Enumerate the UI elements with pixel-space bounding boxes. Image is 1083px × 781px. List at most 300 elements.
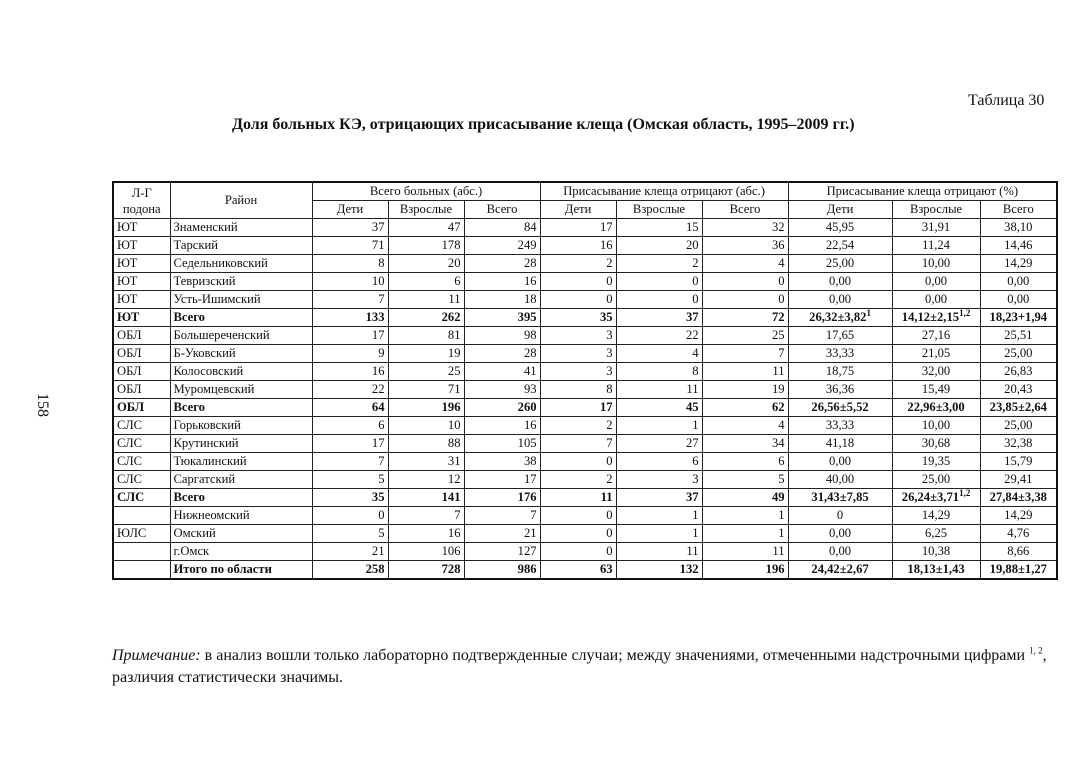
- cell-pct-all-value: 4,76: [1007, 526, 1030, 540]
- table-row: [113, 435, 1057, 453]
- table-row: [113, 273, 1057, 291]
- cell-pct-all: [980, 309, 1057, 327]
- table-row-total: [113, 399, 1057, 417]
- cell-denied-adults: [616, 417, 702, 435]
- cell-pct-children: [788, 345, 892, 363]
- cell-total-children: [312, 381, 388, 399]
- table-row-total: [113, 561, 1057, 580]
- cell-pct-adults-value: 0,00: [925, 292, 948, 306]
- cell-denied-all: [702, 291, 788, 309]
- cell-total-children-value: 22: [371, 382, 385, 396]
- cell-total-adults-value: 10: [447, 418, 461, 432]
- cell-pct-adults-value: 10,00: [921, 418, 951, 432]
- cell-denied-children-value: 0: [606, 274, 613, 288]
- cell-denied-all-value: 5: [778, 472, 785, 486]
- header-zone-line2: подона: [122, 201, 161, 216]
- cell-pct-adults-value: 26,24±3,71: [901, 490, 960, 504]
- cell-denied-children: [540, 417, 616, 435]
- cell-denied-children: [540, 561, 616, 580]
- cell-district: [170, 507, 312, 525]
- cell-total-children-value: 5: [378, 526, 385, 540]
- cell-pct-children-value: 0,00: [829, 292, 852, 306]
- cell-total-adults-value: 16: [447, 526, 461, 540]
- cell-total-all: [464, 363, 540, 381]
- cell-denied-children-value: 63: [599, 562, 613, 576]
- cell-total-all: [464, 471, 540, 489]
- cell-denied-adults: [616, 273, 702, 291]
- cell-denied-children-value: 11: [600, 490, 613, 504]
- cell-zone-value: ЮТ: [117, 238, 138, 252]
- cell-total-adults: [388, 435, 464, 453]
- cell-district-value: Седельниковский: [173, 256, 268, 270]
- cell-total-children: [312, 399, 388, 417]
- cell-pct-adults-value: 22,96±3,00: [907, 400, 965, 414]
- header-row-groups: [113, 182, 1057, 201]
- cell-pct-all: [980, 273, 1057, 291]
- cell-district-value: Тевризский: [173, 274, 236, 288]
- cell-total-children: [312, 327, 388, 345]
- cell-pct-children: [788, 543, 892, 561]
- cell-denied-all-value: 34: [771, 436, 785, 450]
- cell-total-adults: [388, 363, 464, 381]
- cell-total-all-value: 127: [517, 544, 537, 558]
- cell-zone-value: ЮТ: [117, 310, 140, 324]
- cell-denied-children: [540, 309, 616, 327]
- header-all: Всего: [980, 201, 1057, 219]
- cell-district-value: Усть-Ишимский: [173, 292, 261, 306]
- header-group-total: Всего больных (абс.): [312, 182, 540, 201]
- table-row: [113, 255, 1057, 273]
- cell-total-all-value: 395: [517, 310, 537, 324]
- cell-pct-all-value: 27,84±3,38: [989, 490, 1047, 504]
- cell-pct-all-value: 8,66: [1007, 544, 1030, 558]
- header-children: Дети: [788, 201, 892, 219]
- cell-district-value: Всего: [173, 400, 205, 414]
- cell-district: [170, 363, 312, 381]
- cell-denied-adults-value: 3: [692, 472, 699, 486]
- cell-total-children: [312, 291, 388, 309]
- table-title: Доля больных КЭ, отрицающих присасывание клеща (Омская область, 1995–2009 гг.): [232, 116, 855, 133]
- cell-denied-all: [702, 417, 788, 435]
- cell-pct-children: [788, 507, 892, 525]
- cell-district: [170, 471, 312, 489]
- cell-zone: [113, 525, 170, 543]
- cell-total-adults: [388, 327, 464, 345]
- cell-denied-all-value: 25: [771, 328, 785, 342]
- table-row: [113, 507, 1057, 525]
- cell-total-children: [312, 219, 388, 237]
- cell-denied-children: [540, 471, 616, 489]
- cell-total-all-value: 38: [523, 454, 537, 468]
- cell-denied-adults: [616, 453, 702, 471]
- table-row: [113, 237, 1057, 255]
- cell-denied-all: [702, 561, 788, 580]
- cell-district-value: Всего: [173, 490, 205, 504]
- cell-denied-all: [702, 219, 788, 237]
- cell-pct-children: [788, 417, 892, 435]
- cell-denied-all-value: 11: [772, 364, 785, 378]
- cell-total-adults-value: 728: [441, 562, 461, 576]
- cell-pct-all-value: 14,29: [1004, 508, 1033, 522]
- cell-total-children: [312, 273, 388, 291]
- table-row: [113, 471, 1057, 489]
- cell-pct-adults-value: 19,35: [921, 454, 951, 468]
- cell-total-all-value: 260: [517, 400, 537, 414]
- cell-pct-all-value: 25,00: [1004, 346, 1033, 360]
- cell-pct-children: [788, 525, 892, 543]
- cell-denied-adults: [616, 381, 702, 399]
- cell-total-all-value: 105: [517, 436, 537, 450]
- cell-pct-adults-value: 0,00: [925, 274, 948, 288]
- cell-total-all: [464, 345, 540, 363]
- cell-denied-all: [702, 237, 788, 255]
- cell-total-children: [312, 435, 388, 453]
- header-children: Дети: [540, 201, 616, 219]
- cell-zone-value: ЮТ: [117, 256, 138, 270]
- cell-total-adults-value: 12: [447, 472, 461, 486]
- cell-total-all-value: 21: [523, 526, 537, 540]
- cell-pct-children-value: 33,33: [825, 346, 855, 360]
- cell-denied-adults: [616, 327, 702, 345]
- note-text: в анализ вошли только лабораторно подтвержденные случаи; между значениями, отмеченными надстрочными цифрами: [200, 647, 1026, 664]
- cell-pct-adults-value: 10,38: [921, 544, 951, 558]
- note-tail: , различия статистически значимы.: [112, 647, 1047, 686]
- cell-zone-value: ОБЛ: [117, 364, 142, 378]
- table-row: [113, 363, 1057, 381]
- cell-denied-children-value: 0: [606, 454, 613, 468]
- cell-pct-adults-value: 18,13±1,43: [907, 562, 965, 576]
- cell-total-all: [464, 381, 540, 399]
- cell-district: [170, 381, 312, 399]
- cell-zone-value: СЛС: [117, 490, 145, 504]
- cell-denied-children: [540, 219, 616, 237]
- cell-denied-all: [702, 525, 788, 543]
- cell-total-all-value: 98: [523, 328, 537, 342]
- cell-total-all-value: 17: [523, 472, 537, 486]
- cell-pct-children-value: 0: [836, 508, 844, 522]
- cell-pct-children: [788, 561, 892, 580]
- cell-total-adults: [388, 219, 464, 237]
- cell-pct-children-value: 24,42±2,67: [811, 562, 869, 576]
- cell-zone: [113, 561, 170, 580]
- cell-pct-adults: [892, 525, 980, 543]
- cell-total-children: [312, 453, 388, 471]
- cell-denied-adults-value: 2: [692, 256, 699, 270]
- cell-pct-children: [788, 453, 892, 471]
- cell-pct-adults-value: 10,00: [921, 256, 951, 270]
- cell-zone: [113, 273, 170, 291]
- cell-total-all: [464, 309, 540, 327]
- table-row: [113, 417, 1057, 435]
- cell-district-value: г.Омск: [173, 544, 210, 558]
- cell-denied-all: [702, 381, 788, 399]
- cell-total-all-value: 7: [530, 508, 537, 522]
- cell-total-adults-value: 196: [441, 400, 461, 414]
- cell-pct-children: [788, 435, 892, 453]
- cell-denied-all-value: 7: [778, 346, 785, 360]
- cell-total-adults-value: 106: [441, 544, 461, 558]
- header-district: Район: [170, 182, 312, 219]
- cell-denied-all-value: 4: [778, 256, 785, 270]
- cell-total-adults-value: 141: [441, 490, 461, 504]
- cell-total-adults: [388, 561, 464, 580]
- cell-total-children: [312, 489, 388, 507]
- cell-denied-adults-value: 11: [686, 382, 699, 396]
- cell-pct-adults-value: 32,00: [921, 364, 951, 378]
- cell-zone-value: СЛС: [117, 436, 143, 450]
- cell-denied-all-value: 11: [772, 544, 785, 558]
- cell-total-children: [312, 363, 388, 381]
- cell-denied-all-value: 72: [771, 310, 785, 324]
- cell-denied-children-value: 3: [606, 328, 613, 342]
- cell-district: [170, 435, 312, 453]
- cell-zone: [113, 489, 170, 507]
- header-group-denied-pct: Присасывание клеща отрицают (%): [788, 182, 1057, 201]
- cell-pct-all: [980, 219, 1057, 237]
- cell-pct-adults: [892, 345, 980, 363]
- cell-zone: [113, 399, 170, 417]
- cell-pct-adults: [892, 291, 980, 309]
- cell-district: [170, 219, 312, 237]
- cell-zone: [113, 309, 170, 327]
- cell-pct-all-value: 29,41: [1004, 472, 1033, 486]
- cell-denied-adults-value: 4: [692, 346, 699, 360]
- cell-pct-all: [980, 291, 1057, 309]
- cell-total-children: [312, 543, 388, 561]
- cell-zone: [113, 327, 170, 345]
- table-row: [113, 345, 1057, 363]
- cell-total-all-value: 16: [523, 274, 537, 288]
- data-table: [112, 181, 1058, 580]
- cell-pct-adults-value: 6,25: [925, 526, 948, 540]
- cell-district: [170, 345, 312, 363]
- cell-pct-children: [788, 363, 892, 381]
- cell-denied-adults-value: 45: [685, 400, 699, 414]
- cell-pct-all-value: 32,38: [1004, 436, 1033, 450]
- table-body: [113, 219, 1057, 580]
- cell-pct-adults: [892, 489, 980, 507]
- cell-pct-all-value: 15,79: [1004, 454, 1033, 468]
- cell-zone-value: ОБЛ: [117, 346, 142, 360]
- cell-pct-all-value: 0,00: [1007, 274, 1030, 288]
- cell-district-value: Тюкалинский: [173, 454, 247, 468]
- cell-pct-children: [788, 489, 892, 507]
- cell-total-adults: [388, 291, 464, 309]
- cell-denied-children-value: 35: [599, 310, 613, 324]
- cell-total-children: [312, 345, 388, 363]
- cell-pct-adults-value: 21,05: [921, 346, 951, 360]
- cell-district-value: Большереченский: [173, 328, 270, 342]
- cell-denied-all: [702, 471, 788, 489]
- cell-total-all-value: 28: [523, 256, 537, 270]
- cell-pct-adults: [892, 255, 980, 273]
- cell-total-all: [464, 417, 540, 435]
- cell-denied-children-value: 16: [599, 238, 613, 252]
- cell-pct-children-value: 17,65: [825, 328, 855, 342]
- cell-denied-adults: [616, 435, 702, 453]
- cell-pct-all: [980, 255, 1057, 273]
- cell-total-children: [312, 471, 388, 489]
- cell-pct-adults-value: 25,00: [921, 472, 951, 486]
- header-adults: Взрослые: [616, 201, 702, 219]
- cell-total-adults-value: 7: [454, 508, 461, 522]
- header-all: Всего: [702, 201, 788, 219]
- cell-pct-all: [980, 525, 1057, 543]
- cell-pct-adults-superscript: 1,2: [959, 488, 971, 498]
- cell-denied-all: [702, 273, 788, 291]
- cell-denied-all-value: 0: [778, 292, 785, 306]
- cell-total-adults-value: 71: [447, 382, 461, 396]
- cell-pct-children-value: 31,43±7,85: [811, 490, 869, 504]
- cell-pct-adults-superscript: 1,2: [959, 308, 971, 318]
- cell-total-children-value: 21: [371, 544, 385, 558]
- cell-total-adults: [388, 237, 464, 255]
- table-row: [113, 381, 1057, 399]
- cell-zone-value: СЛС: [117, 418, 143, 432]
- cell-district: [170, 291, 312, 309]
- cell-total-adults-value: 6: [454, 274, 461, 288]
- cell-zone-value: СЛС: [117, 454, 143, 468]
- cell-pct-all: [980, 453, 1057, 471]
- cell-total-children-value: 64: [371, 400, 385, 414]
- cell-pct-all-value: 26,83: [1004, 364, 1033, 378]
- cell-pct-adults: [892, 453, 980, 471]
- cell-zone: [113, 435, 170, 453]
- cell-total-children: [312, 525, 388, 543]
- cell-pct-all: [980, 561, 1057, 580]
- cell-denied-all-value: 0: [778, 274, 785, 288]
- cell-denied-children: [540, 435, 616, 453]
- cell-pct-children-value: 0,00: [829, 544, 852, 558]
- cell-zone: [113, 417, 170, 435]
- cell-total-adults: [388, 471, 464, 489]
- cell-pct-adults: [892, 219, 980, 237]
- cell-denied-children: [540, 327, 616, 345]
- table-row-total: [113, 309, 1057, 327]
- cell-zone-value: СЛС: [117, 472, 143, 486]
- cell-zone: [113, 381, 170, 399]
- cell-denied-children: [540, 525, 616, 543]
- cell-total-adults-value: 81: [447, 328, 461, 342]
- cell-pct-adults: [892, 273, 980, 291]
- cell-denied-children-value: 17: [599, 400, 613, 414]
- note: [112, 645, 1056, 689]
- cell-denied-children: [540, 489, 616, 507]
- cell-denied-adults-value: 6: [692, 454, 699, 468]
- cell-denied-children: [540, 291, 616, 309]
- cell-denied-adults-value: 8: [692, 364, 699, 378]
- cell-pct-all-value: 19,88±1,27: [989, 562, 1047, 576]
- cell-pct-children: [788, 309, 892, 327]
- cell-denied-adults-value: 1: [692, 508, 699, 522]
- cell-denied-all: [702, 363, 788, 381]
- cell-denied-all-value: 4: [778, 418, 785, 432]
- cell-pct-children: [788, 471, 892, 489]
- cell-pct-all: [980, 489, 1057, 507]
- cell-pct-all-value: 38,10: [1004, 220, 1033, 234]
- cell-pct-all-value: 14,46: [1004, 238, 1033, 252]
- cell-total-adults-value: 31: [447, 454, 461, 468]
- cell-pct-adults: [892, 561, 980, 580]
- cell-pct-all: [980, 543, 1057, 561]
- cell-pct-adults: [892, 471, 980, 489]
- cell-total-adults: [388, 399, 464, 417]
- cell-pct-all-value: 0,00: [1007, 292, 1030, 306]
- cell-denied-adults: [616, 363, 702, 381]
- cell-district-value: Тарский: [173, 238, 218, 252]
- cell-total-children-value: 258: [365, 562, 385, 576]
- cell-denied-children: [540, 543, 616, 561]
- cell-denied-children: [540, 399, 616, 417]
- cell-pct-children: [788, 273, 892, 291]
- cell-pct-children: [788, 327, 892, 345]
- cell-total-all: [464, 453, 540, 471]
- cell-total-children-value: 5: [378, 472, 385, 486]
- cell-district: [170, 327, 312, 345]
- cell-denied-adults-value: 0: [692, 274, 699, 288]
- cell-total-all: [464, 489, 540, 507]
- cell-denied-all-value: 62: [771, 400, 785, 414]
- cell-denied-all-value: 6: [778, 454, 785, 468]
- cell-total-all-value: 16: [523, 418, 537, 432]
- cell-pct-all: [980, 363, 1057, 381]
- cell-total-all-value: 249: [517, 238, 537, 252]
- cell-district-value: Саргатский: [173, 472, 236, 486]
- cell-denied-adults-value: 11: [686, 544, 699, 558]
- cell-total-children: [312, 237, 388, 255]
- table-row-total: [113, 489, 1057, 507]
- cell-denied-all-value: 19: [771, 382, 785, 396]
- header-all: Всего: [464, 201, 540, 219]
- cell-denied-children-value: 8: [606, 382, 613, 396]
- cell-total-children-value: 8: [378, 256, 385, 270]
- cell-pct-children: [788, 219, 892, 237]
- cell-total-children-value: 35: [371, 490, 385, 504]
- cell-zone: [113, 345, 170, 363]
- cell-zone-value: ЮТ: [117, 220, 138, 234]
- cell-district: [170, 453, 312, 471]
- cell-district-value: Омский: [173, 526, 216, 540]
- cell-pct-children-value: 36,36: [825, 382, 855, 396]
- cell-pct-adults: [892, 435, 980, 453]
- cell-denied-all-value: 36: [771, 238, 785, 252]
- cell-district-value: Нижнеомский: [173, 508, 250, 522]
- cell-pct-children-value: 45,95: [825, 220, 855, 234]
- cell-pct-all-value: 23,85±2,64: [989, 400, 1047, 414]
- cell-pct-children: [788, 255, 892, 273]
- cell-zone: [113, 543, 170, 561]
- cell-zone: [113, 291, 170, 309]
- cell-total-adults: [388, 507, 464, 525]
- cell-pct-children-value: 41,18: [825, 436, 855, 450]
- cell-total-all-value: 93: [523, 382, 537, 396]
- cell-pct-all-value: 25,51: [1004, 328, 1033, 342]
- page-number: 158: [34, 393, 51, 417]
- cell-pct-children-value: 25,00: [825, 256, 855, 270]
- cell-denied-all: [702, 453, 788, 471]
- table-row: [113, 543, 1057, 561]
- cell-total-adults: [388, 309, 464, 327]
- cell-total-children-value: 16: [371, 364, 385, 378]
- cell-total-adults: [388, 273, 464, 291]
- cell-pct-children-value: 26,56±5,52: [811, 400, 869, 414]
- cell-total-all: [464, 273, 540, 291]
- cell-total-all-value: 28: [523, 346, 537, 360]
- cell-total-children-value: 7: [378, 292, 385, 306]
- cell-total-all: [464, 237, 540, 255]
- cell-total-adults: [388, 543, 464, 561]
- table-row: [113, 327, 1057, 345]
